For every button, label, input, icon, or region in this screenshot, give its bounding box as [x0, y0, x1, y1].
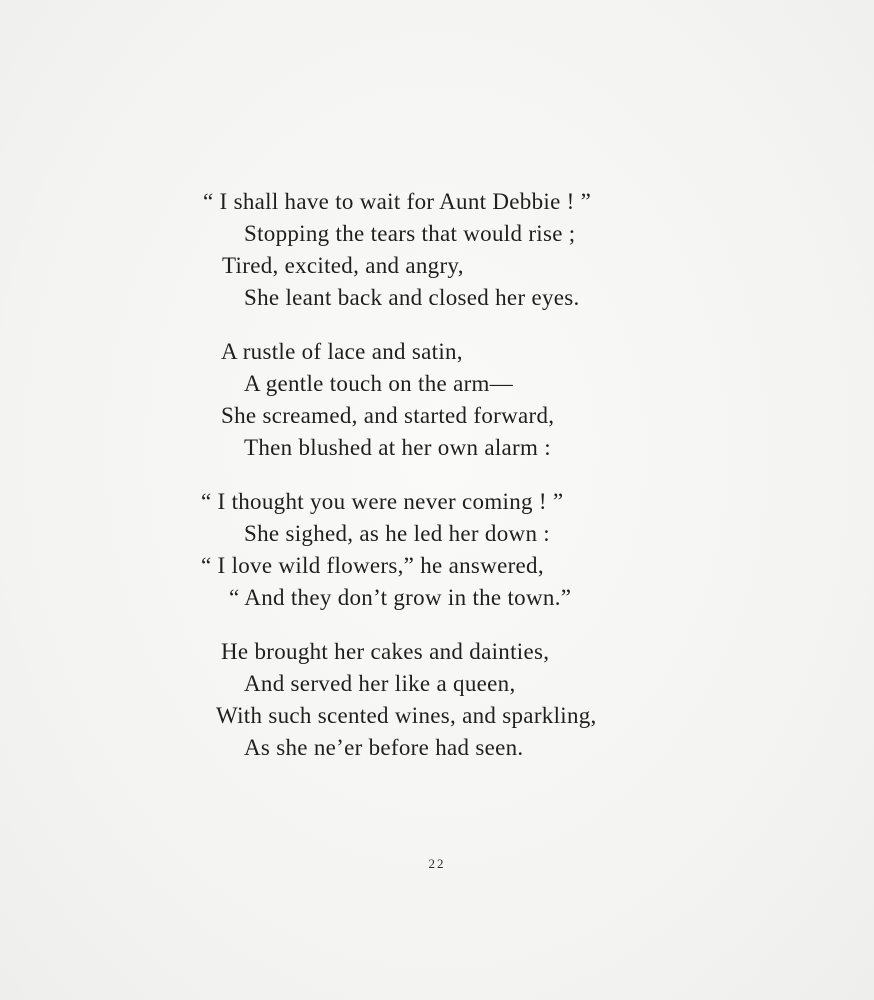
poem-line: With such scented wines, and sparkling, [216, 703, 597, 728]
poem-line: Stopping the tears that would rise ; [244, 221, 576, 246]
poem-line: As she ne’er before had seen. [244, 735, 524, 760]
poem-line: “ I thought you were never coming ! ” [201, 489, 564, 514]
poem-line: She sighed, as he led her down : [244, 521, 550, 546]
stanza-1 [0, 186, 874, 314]
poem-line: And served her like a queen, [244, 671, 516, 696]
stanza-2 [0, 336, 874, 464]
poem-line: She screamed, and started forward, [221, 403, 555, 428]
poem-line: “ I shall have to wait for Aunt Debbie ! ” [203, 189, 592, 214]
poem-line: A gentle touch on the arm— [244, 371, 514, 396]
poem-line: A rustle of lace and satin, [221, 339, 463, 364]
poem-line: Tired, excited, and angry, [222, 253, 464, 278]
poem-line: “ I love wild flowers,” he answered, [201, 553, 544, 578]
poem-line: “ And they don’t grow in the town.” [229, 585, 572, 610]
stanza-4 [0, 636, 874, 764]
poem-line: He brought her cakes and dainties, [221, 639, 550, 664]
poem-line: She leant back and closed her eyes. [244, 285, 580, 310]
poem-line: Then blushed at her own alarm : [244, 435, 551, 460]
stanza-3 [0, 486, 874, 614]
poem [0, 186, 874, 786]
page-number: 22 [428, 856, 446, 871]
